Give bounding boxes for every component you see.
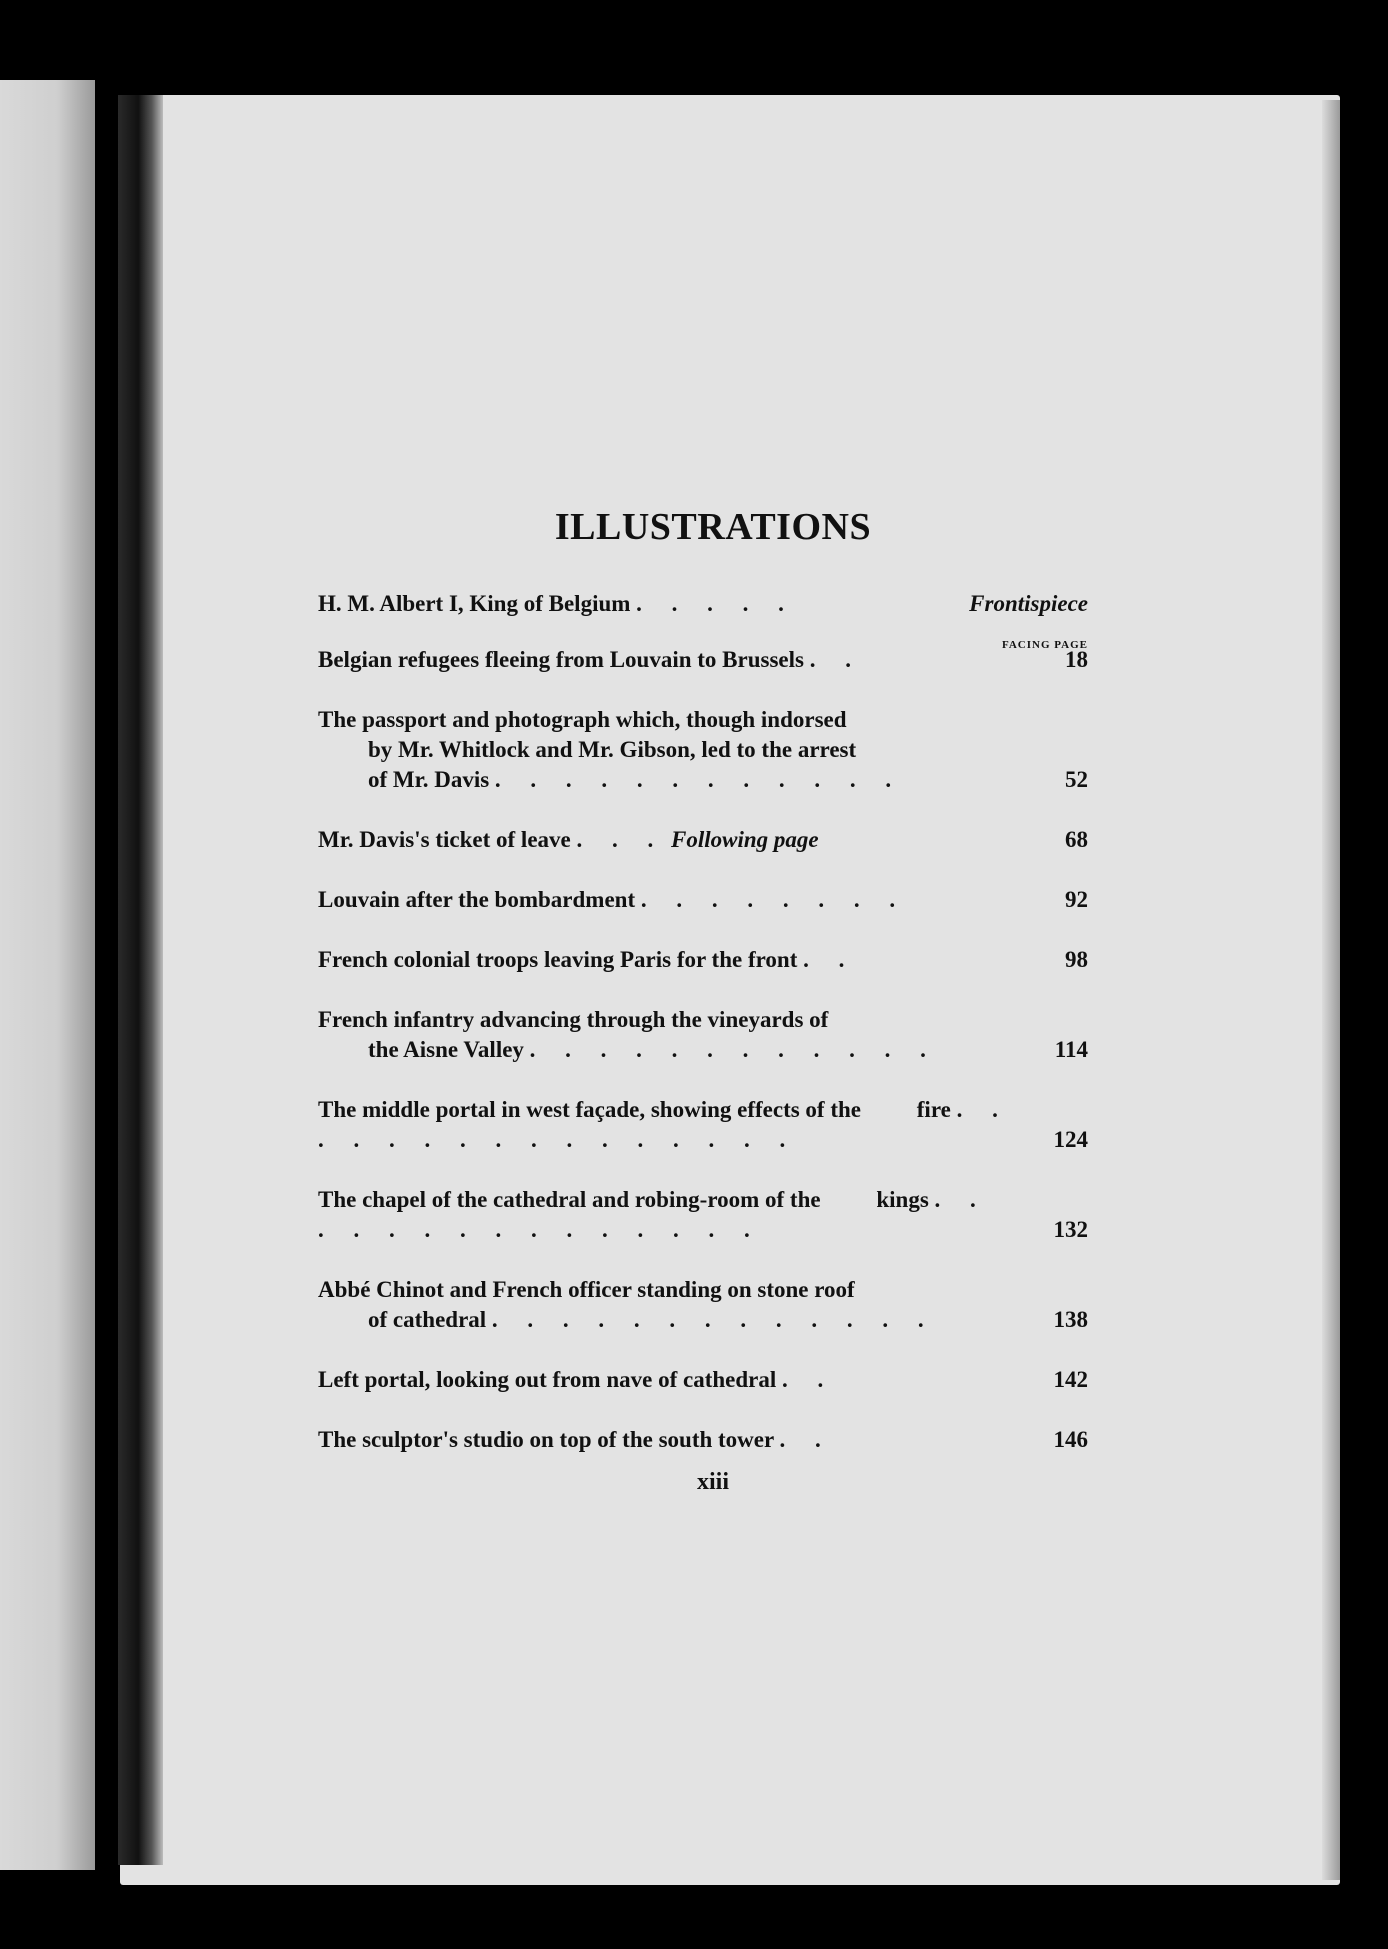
entry-title-cont: fire bbox=[916, 1097, 951, 1122]
facing-page-label: FACING PAGE bbox=[1001, 639, 1088, 651]
list-item bbox=[318, 885, 1088, 915]
leader-dots: . . bbox=[809, 647, 863, 672]
book-binding-shadow bbox=[118, 95, 163, 1865]
entry-title: Abbé Chinot and French officer standing on stone roof bbox=[318, 1277, 855, 1302]
leader-dots: . . . . . . . . . . . . . . . bbox=[318, 1187, 988, 1242]
page-right-edge bbox=[1322, 100, 1340, 1880]
illustrations-list bbox=[318, 505, 1088, 1496]
entry-title: Left portal, looking out from nave of cathedral bbox=[318, 1367, 777, 1392]
leader-dots: . . . . . bbox=[636, 591, 796, 616]
list-item bbox=[318, 945, 1088, 975]
list-item bbox=[318, 1005, 1088, 1065]
leader-dots: . . . . . . . . . . . . . . . . bbox=[318, 1097, 1010, 1152]
entry-page: 92 bbox=[1065, 887, 1088, 912]
entry-title: French colonial troops leaving Paris for the front bbox=[318, 947, 798, 972]
list-item bbox=[318, 589, 1088, 619]
entry-title: Belgian refugees fleeing from Louvain to Brussels bbox=[318, 647, 804, 672]
entry-title: The sculptor's studio on top of the south tower bbox=[318, 1427, 774, 1452]
entry-note: Following page bbox=[670, 827, 819, 852]
entry-page: 98 bbox=[1065, 947, 1088, 972]
entry-page: 68 bbox=[1065, 827, 1088, 852]
entry-title: The middle portal in west façade, showing effects of the bbox=[318, 1097, 862, 1122]
page-number: xiii bbox=[696, 1469, 729, 1495]
list-item bbox=[318, 645, 1088, 675]
leader-dots: . . . . . . . . bbox=[640, 887, 908, 912]
entry-page: Frontispiece bbox=[969, 591, 1088, 616]
entry-title-cont: the Aisne Valley bbox=[368, 1037, 524, 1062]
list-item bbox=[318, 1095, 1088, 1155]
leader-dots: . . bbox=[782, 1367, 836, 1392]
list-item bbox=[318, 1275, 1088, 1335]
entry-page: 18 bbox=[1065, 647, 1088, 672]
entry-page: 114 bbox=[1054, 1037, 1088, 1062]
entry-title-cont: of Mr. Davis bbox=[368, 767, 490, 792]
entry-title-cont: kings bbox=[876, 1187, 929, 1212]
entry-title: The chapel of the cathedral and robing-room of the bbox=[318, 1187, 821, 1212]
entry-page: 124 bbox=[1053, 1127, 1088, 1152]
leader-dots: . . bbox=[779, 1427, 833, 1452]
entry-title: Mr. Davis's ticket of leave bbox=[318, 827, 571, 852]
list-item bbox=[318, 1425, 1088, 1455]
entry-title-cont: by Mr. Whitlock and Mr. Gibson, led to the arrest bbox=[368, 737, 857, 762]
entry-page: 146 bbox=[1053, 1427, 1088, 1452]
list-item bbox=[318, 1365, 1088, 1395]
list-item bbox=[318, 825, 1088, 855]
page-title: ILLUSTRATIONS bbox=[554, 506, 872, 548]
entry-title: The passport and photograph which, though indorsed bbox=[318, 707, 847, 732]
entry-page: 132 bbox=[1053, 1217, 1088, 1242]
entry-page: 142 bbox=[1053, 1367, 1088, 1392]
entry-title: Louvain after the bombardment bbox=[318, 887, 636, 912]
entry-title-cont: of cathedral bbox=[368, 1307, 487, 1332]
entry-page: 138 bbox=[1053, 1307, 1088, 1332]
leader-dots: . . . . . . . . . . . . . bbox=[491, 1307, 936, 1332]
leader-dots: . . . bbox=[576, 827, 666, 852]
entry-page: 52 bbox=[1065, 767, 1088, 792]
leader-dots: . . . . . . . . . . . . bbox=[529, 1037, 938, 1062]
list-item bbox=[318, 1185, 1088, 1245]
previous-page-edge bbox=[0, 80, 95, 1870]
list-item bbox=[318, 705, 1088, 795]
entry-title: H. M. Albert I, King of Belgium bbox=[318, 591, 631, 616]
entry-title: French infantry advancing through the vineyards of bbox=[318, 1007, 829, 1032]
leader-dots: . . bbox=[803, 947, 857, 972]
leader-dots: . . . . . . . . . . . . bbox=[494, 767, 904, 792]
